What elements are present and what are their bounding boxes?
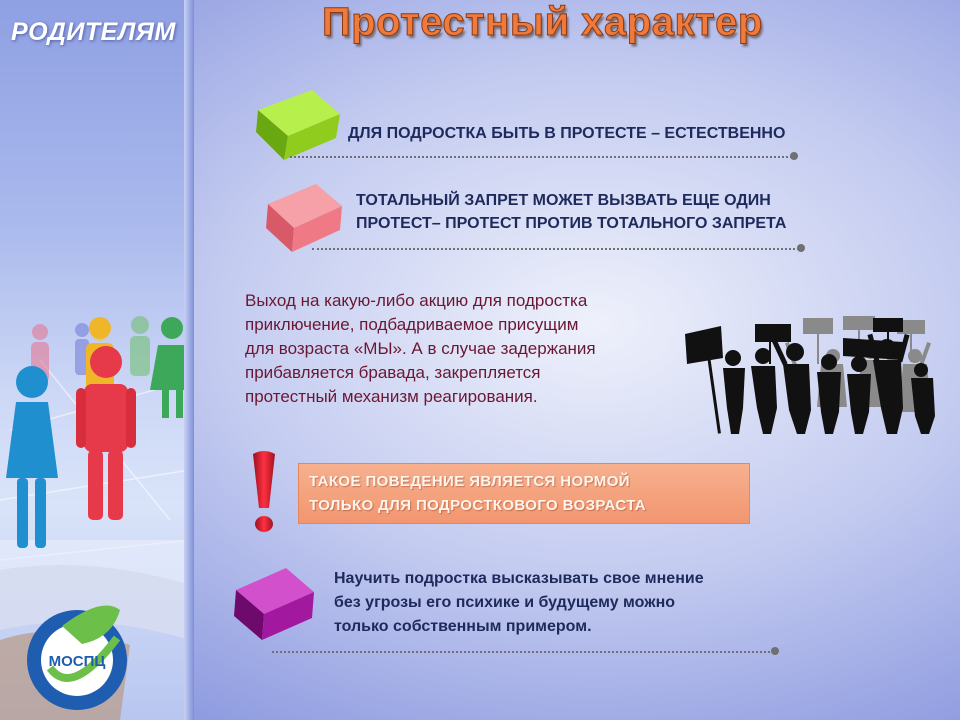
slide-title: Протестный характер [322,0,763,44]
sidebar-divider [184,0,194,720]
cube-green-icon [254,86,344,162]
norm-warning-line-2: ТОЛЬКО ДЛЯ ПОДРОСТКОВОГО ВОЗРАСТА [309,497,647,514]
sidebar-title: РОДИТЕЛЯМ [11,18,176,46]
paragraph-line-1: Выход на какую-либо акцию для подростка [245,291,588,310]
norm-warning-line-1: ТАКОЕ ПОВЕДЕНИЕ ЯВЛЯЕТСЯ НОРМОЙ [309,473,630,490]
cube-purple-icon [232,562,318,642]
statement-total-ban-line-1: ТОТАЛЬНЫЙ ЗАПРЕТ МОЖЕТ ВЫЗВАТЬ ЕЩЕ ОДИН [356,192,771,209]
statement-total-ban [356,189,786,235]
mospc-logo [22,598,132,718]
protest-crowd-illustration [683,312,945,436]
paragraph-line-3: для возраста «МЫ». А в случае задержания [245,339,596,358]
cube-pink-icon [262,178,346,254]
norm-warning-text [309,470,646,518]
advice-text [334,567,704,639]
divider-1-end [790,152,798,160]
paragraph-line-5: протестный механизм реагирования. [245,387,538,406]
advice-line-2: без угрозы его психике и будущему можно [334,594,676,611]
paragraph-line-4: прибавляется бравада, закрепляется [245,363,541,382]
statement-total-ban-line-2: ПРОТЕСТ– ПРОТЕСТ ПРОТИВ ТОТАЛЬНОГО ЗАПРЕТА [356,215,787,232]
paragraph-line-2: приключение, подбадриваемое присущим [245,315,579,334]
exclamation-icon [250,450,278,536]
action-paragraph [245,289,665,409]
advice-line-1: Научить подростка высказывать свое мнение [334,570,704,587]
statement-natural-protest: ДЛЯ ПОДРОСТКА БЫТЬ В ПРОТЕСТЕ – ЕСТЕСТВЕННО [348,125,786,142]
divider-2 [312,248,799,250]
svg-text:МОСПЦ: МОСПЦ [48,653,106,670]
divider-2-end [797,244,805,252]
divider-3 [272,651,774,653]
divider-1 [290,156,792,158]
sidebar [0,0,190,720]
divider-3-end [771,647,779,655]
advice-line-3: только собственным примером. [334,618,592,635]
norm-warning-box [298,463,750,524]
